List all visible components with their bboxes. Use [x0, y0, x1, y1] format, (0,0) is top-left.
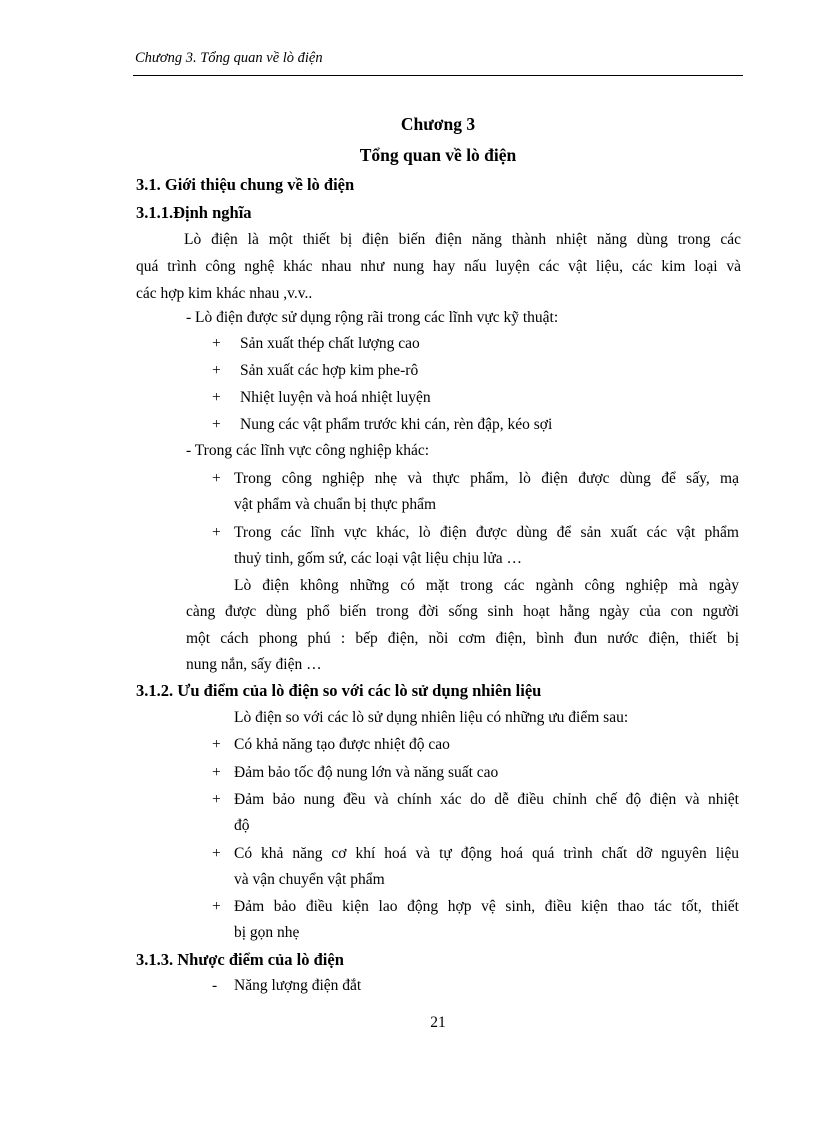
- chapter-number: Chương 3: [400, 114, 476, 134]
- list-item: Trong công nghiệp nhẹ và thực phẩm, lò điện được dùng để sấy, mạ: [234, 470, 739, 487]
- list-item-continuation: vật phẩm và chuẩn bị thực phẩm: [234, 496, 437, 513]
- list-bullet: +: [212, 362, 221, 379]
- page-number: 21: [430, 1014, 446, 1031]
- list-bullet: +: [212, 416, 221, 433]
- list-intro: - Lò điện được sử dụng rộng rãi trong các lĩnh vực kỹ thuật:: [186, 309, 559, 326]
- list-bullet: +: [212, 335, 221, 352]
- list-item-continuation: bị gọn nhẹ: [234, 924, 300, 941]
- list-item: Sản xuất các hợp kim phe-rô: [240, 362, 419, 379]
- paragraph-line: càng được dùng phổ biến trong đời sống sinh hoạt hằng ngày của con người: [186, 603, 739, 620]
- list-bullet: +: [212, 898, 221, 915]
- list-bullet: -: [212, 977, 218, 994]
- list-bullet: +: [212, 524, 221, 541]
- running-header: Chương 3. Tổng quan về lò điện: [135, 50, 323, 66]
- section-heading-3-1-3: 3.1.3. Nhược điểm của lò điện: [136, 950, 344, 969]
- list-bullet: +: [212, 389, 221, 406]
- list-item: Đảm bảo tốc độ nung lớn và năng suất cao: [234, 764, 499, 781]
- list-item: Sản xuất thép chất lượng cao: [240, 335, 420, 352]
- list-item: Trong các lĩnh vực khác, lò điện được dùng để sản xuất các vật phẩm: [234, 524, 739, 541]
- list-intro: - Trong các lĩnh vực công nghiệp khác:: [186, 442, 430, 459]
- section-heading-3-1: 3.1. Giới thiệu chung về lò điện: [136, 175, 355, 194]
- list-item: Đảm bảo nung đều và chính xác do dễ điều chỉnh chế độ điện và nhiệt: [234, 791, 739, 808]
- paragraph-line: quá trình công nghệ khác nhau như nung hay nấu luyện các vật liệu, các kim loại và: [136, 258, 741, 275]
- paragraph-line: Lò điện không những có mặt trong các ngành công nghiệp mà ngày: [234, 577, 739, 594]
- list-bullet: +: [212, 764, 221, 781]
- paragraph-line: một cách phong phú : bếp điện, nồi cơm điện, bình đun nước điện, thiết bị: [186, 630, 739, 647]
- list-intro: Lò điện so với các lò sử dụng nhiên liệu có những ưu điểm sau:: [234, 709, 629, 726]
- section-heading-3-1-1: 3.1.1.Định nghĩa: [136, 203, 252, 222]
- header-rule: [133, 75, 743, 76]
- paragraph-line: nung nắn, sấy điện …: [186, 656, 322, 673]
- list-item: Đảm bảo điều kiện lao động hợp vệ sinh, điều kiện thao tác tốt, thiết: [234, 898, 739, 915]
- list-item-continuation: độ: [234, 817, 250, 834]
- list-item: Có khả năng cơ khí hoá và tự động hoá quá trình chất dỡ nguyên liệu: [234, 845, 739, 862]
- list-item-continuation: thuỷ tinh, gốm sứ, các loại vật liệu chịu lửa …: [234, 550, 522, 567]
- list-item-continuation: và vận chuyển vật phẩm: [234, 871, 385, 888]
- list-bullet: +: [212, 470, 221, 487]
- chapter-title: Tổng quan về lò điện: [359, 145, 517, 165]
- paragraph-line: các hợp kim khác nhau ,v.v..: [136, 285, 313, 302]
- list-bullet: +: [212, 845, 221, 862]
- list-item: Nung các vật phẩm trước khi cán, rèn đập, kéo sợi: [240, 416, 553, 433]
- list-item: Có khả năng tạo được nhiệt độ cao: [234, 736, 450, 753]
- list-bullet: +: [212, 791, 221, 808]
- list-bullet: +: [212, 736, 221, 753]
- paragraph-line: Lò điện là một thiết bị điện biến điện năng thành nhiệt năng dùng trong các: [184, 231, 741, 248]
- list-item: Nhiệt luyện và hoá nhiệt luyện: [240, 389, 431, 406]
- section-heading-3-1-2: 3.1.2. Ưu điểm của lò điện so với các lò sử dụng nhiên liệu: [136, 681, 542, 700]
- list-item: Năng lượng điện đắt: [234, 977, 362, 994]
